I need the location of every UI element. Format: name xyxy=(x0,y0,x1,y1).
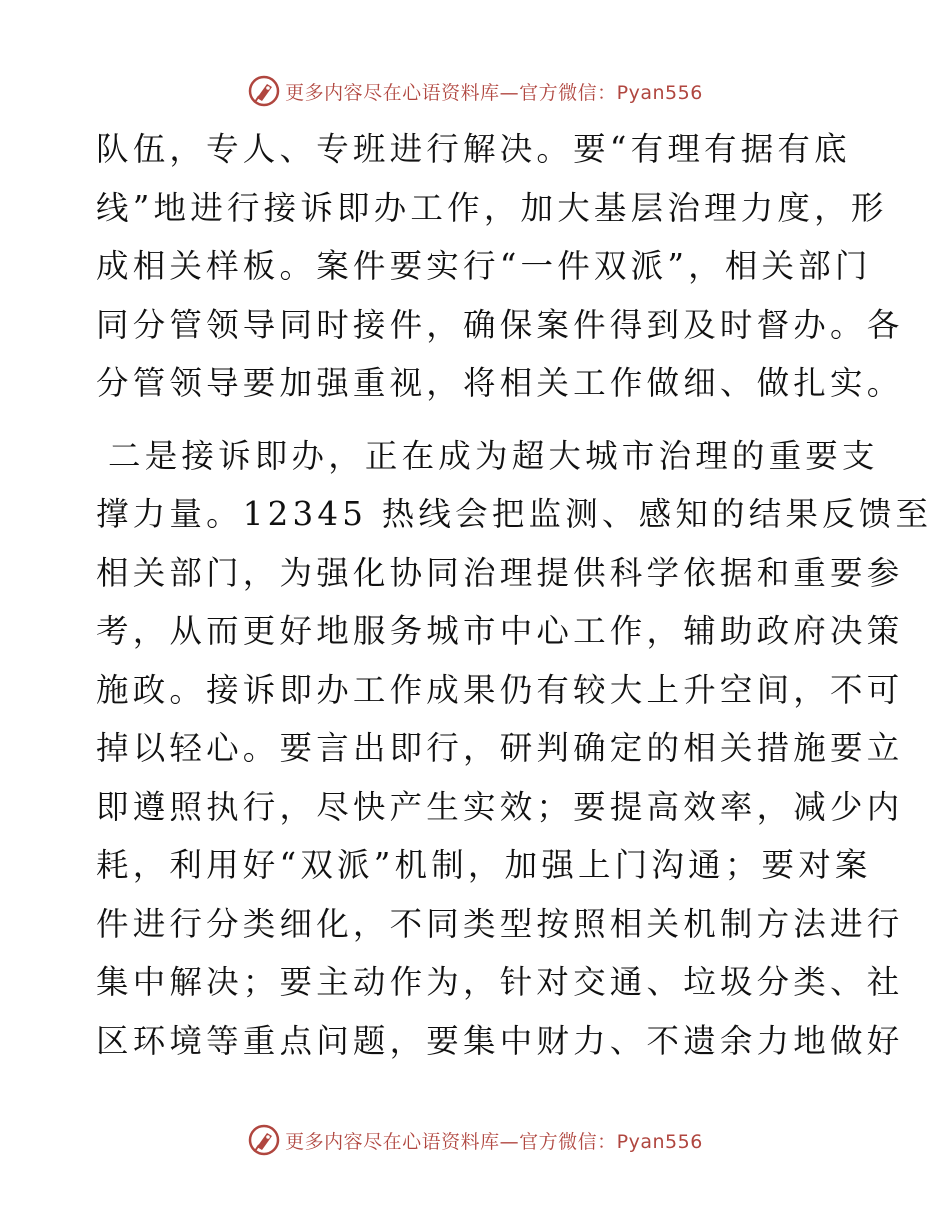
text-line: 分管领导要加强重视，将相关工作做细、做扎实。 xyxy=(96,364,904,402)
text-line: 施政。接诉即办工作成果仍有较大上升空间，不可 xyxy=(96,670,904,709)
text-line: 即遵照执行，尽快产生实效；要提高效率，减少内 xyxy=(96,787,904,826)
text-line: 同分管领导同时接件，确保案件得到及时督办。各 xyxy=(96,305,904,344)
text-line: 区环境等重点问题，要集中财力、不遗余力地做好 xyxy=(96,1021,904,1060)
text-line: 掉以轻心。要言出即行，研判确定的相关措施要立 xyxy=(96,729,904,767)
text-line: 队伍，专人、专班进行解决。要“有理有据有底 xyxy=(96,130,851,168)
text-line: 成相关样板。案件要实行“一件双派”，相关部门 xyxy=(96,247,872,285)
paragraph xyxy=(96,120,904,413)
text-line: 撑力量。12345 热线会把监测、感知的结果反馈至 xyxy=(96,495,933,533)
text-line: 线”地进行接诉即办工作，加大基层治理力度，形 xyxy=(96,188,888,227)
text-line: 件进行分类细化，不同类型按照相关机制方法进行 xyxy=(96,904,904,943)
document-body xyxy=(96,120,933,1070)
text-line: 考，从而更好地服务城市中心工作，辅助政府决策 xyxy=(96,612,904,650)
pen-nib-logo-icon xyxy=(247,74,281,108)
watermark-text: 更多内容尽在心语资料库—官方微信：Pyan556 xyxy=(285,81,703,104)
text-line: 相关部门，为强化协同治理提供科学依据和重要参 xyxy=(96,553,904,592)
watermark-text: 更多内容尽在心语资料库—官方微信：Pyan556 xyxy=(285,1130,703,1153)
footer-watermark-banner xyxy=(0,1120,950,1160)
text-line: 二是接诉即办，正在成为超大城市治理的重要支 xyxy=(108,436,879,475)
header-watermark-banner xyxy=(0,71,950,111)
text-line: 集中解决；要主动作为，针对交通、垃圾分类、社 xyxy=(96,963,904,1001)
pen-nib-logo-icon xyxy=(247,1123,281,1157)
text-line: 耗，利用好“双派”机制，加强上门沟通；要对案 xyxy=(96,846,872,884)
paragraph xyxy=(96,427,933,1071)
